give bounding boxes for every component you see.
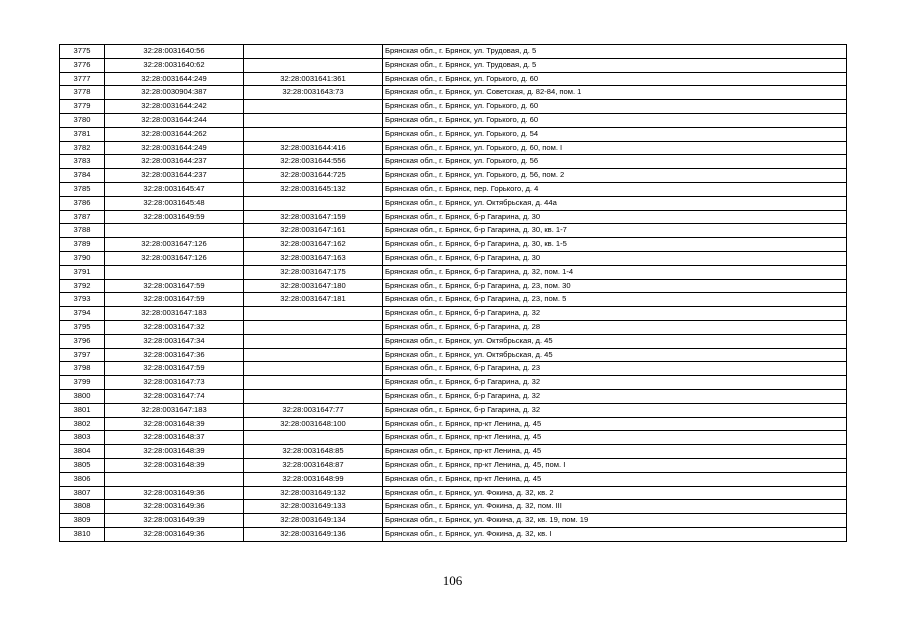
cadastral-number-cell: 32:28:0031644:237	[105, 155, 244, 169]
row-number-cell: 3776	[60, 58, 105, 72]
table-row	[60, 527, 847, 541]
row-number-cell: 3775	[60, 45, 105, 59]
premises-cadastral-number-cell	[244, 389, 383, 403]
premises-cadastral-number-cell	[244, 196, 383, 210]
table-row	[60, 169, 847, 183]
address-cell: Брянская обл., г. Брянск, б-р Гагарина, д. 30, кв. 1-5	[383, 238, 847, 252]
row-number-cell: 3782	[60, 141, 105, 155]
cadastral-number-cell: 32:28:0031645:47	[105, 182, 244, 196]
premises-cadastral-number-cell: 32:28:0031648:100	[244, 417, 383, 431]
address-cell: Брянская обл., г. Брянск, б-р Гагарина, д. 32	[383, 376, 847, 390]
cadastral-number-cell: 32:28:0031648:39	[105, 458, 244, 472]
table-row	[60, 486, 847, 500]
cadastral-number-cell: 32:28:0031647:126	[105, 251, 244, 265]
address-cell: Брянская обл., г. Брянск, ул. Трудовая, д. 5	[383, 58, 847, 72]
cadastral-number-cell: 32:28:0031644:237	[105, 169, 244, 183]
premises-cadastral-number-cell: 32:28:0031648:87	[244, 458, 383, 472]
table-row	[60, 58, 847, 72]
cadastral-number-cell: 32:28:0031647:183	[105, 307, 244, 321]
address-cell: Брянская обл., г. Брянск, ул. Октябрьская, д. 45	[383, 348, 847, 362]
row-number-cell: 3793	[60, 293, 105, 307]
cadastral-number-cell: 32:28:0031647:126	[105, 238, 244, 252]
premises-cadastral-number-cell: 32:28:0031647:181	[244, 293, 383, 307]
row-number-cell: 3810	[60, 527, 105, 541]
premises-cadastral-number-cell: 32:28:0031647:162	[244, 238, 383, 252]
address-cell: Брянская обл., г. Брянск, пр-кт Ленина, д. 45	[383, 431, 847, 445]
row-number-cell: 3784	[60, 169, 105, 183]
table-row	[60, 307, 847, 321]
address-cell: Брянская обл., г. Брянск, ул. Горького, д. 54	[383, 127, 847, 141]
address-cell: Брянская обл., г. Брянск, ул. Фокина, д. 32, кв. I	[383, 527, 847, 541]
cadastral-number-cell: 32:28:0031644:249	[105, 141, 244, 155]
address-cell: Брянская обл., г. Брянск, б-р Гагарина, д. 32, пом. 1-4	[383, 265, 847, 279]
table-row	[60, 445, 847, 459]
row-number-cell: 3807	[60, 486, 105, 500]
row-number-cell: 3792	[60, 279, 105, 293]
row-number-cell: 3779	[60, 100, 105, 114]
table-row	[60, 514, 847, 528]
cadastral-number-cell: 32:28:0031649:36	[105, 527, 244, 541]
cadastral-number-cell: 32:28:0031647:74	[105, 389, 244, 403]
premises-cadastral-number-cell: 32:28:0031645:132	[244, 182, 383, 196]
premises-cadastral-number-cell	[244, 45, 383, 59]
page-number: 106	[442, 573, 463, 588]
cadastral-number-cell: 32:28:0031648:37	[105, 431, 244, 445]
table-row	[60, 224, 847, 238]
row-number-cell: 3794	[60, 307, 105, 321]
cadastral-number-cell: 32:28:0031647:36	[105, 348, 244, 362]
table-row	[60, 113, 847, 127]
premises-cadastral-number-cell	[244, 376, 383, 390]
cadastral-number-cell: 32:28:0031645:48	[105, 196, 244, 210]
address-cell: Брянская обл., г. Брянск, пр-кт Ленина, д. 45	[383, 417, 847, 431]
table-row	[60, 293, 847, 307]
cadastral-number-cell: 32:28:0031647:59	[105, 362, 244, 376]
cadastral-number-cell: 32:28:0031640:56	[105, 45, 244, 59]
premises-cadastral-number-cell	[244, 334, 383, 348]
address-cell: Брянская обл., г. Брянск, б-р Гагарина, д. 28	[383, 320, 847, 334]
row-number-cell: 3806	[60, 472, 105, 486]
row-number-cell: 3809	[60, 514, 105, 528]
cadastral-number-cell: 32:28:0031647:59	[105, 293, 244, 307]
row-number-cell: 3778	[60, 86, 105, 100]
table-row	[60, 155, 847, 169]
premises-cadastral-number-cell: 32:28:0031649:133	[244, 500, 383, 514]
address-cell: Брянская обл., г. Брянск, б-р Гагарина, д. 23, пом. 30	[383, 279, 847, 293]
table-row	[60, 500, 847, 514]
row-number-cell: 3781	[60, 127, 105, 141]
row-number-cell: 3785	[60, 182, 105, 196]
table-row	[60, 251, 847, 265]
premises-cadastral-number-cell: 32:28:0031647:161	[244, 224, 383, 238]
cadastral-number-cell: 32:28:0031640:62	[105, 58, 244, 72]
address-cell: Брянская обл., г. Брянск, б-р Гагарина, д. 32	[383, 403, 847, 417]
premises-cadastral-number-cell: 32:28:0031641:361	[244, 72, 383, 86]
address-cell: Брянская обл., г. Брянск, пр-кт Ленина, д. 45, пом. I	[383, 458, 847, 472]
cadastral-number-cell	[105, 224, 244, 238]
row-number-cell: 3783	[60, 155, 105, 169]
premises-cadastral-number-cell: 32:28:0031648:85	[244, 445, 383, 459]
premises-cadastral-number-cell	[244, 58, 383, 72]
premises-cadastral-number-cell: 32:28:0031647:159	[244, 210, 383, 224]
row-number-cell: 3804	[60, 445, 105, 459]
row-number-cell: 3805	[60, 458, 105, 472]
address-cell: Брянская обл., г. Брянск, ул. Октябрьская, д. 45	[383, 334, 847, 348]
table-row	[60, 127, 847, 141]
premises-cadastral-number-cell	[244, 113, 383, 127]
row-number-cell: 3800	[60, 389, 105, 403]
table-row	[60, 141, 847, 155]
cadastral-number-cell: 32:28:0031648:39	[105, 417, 244, 431]
address-cell: Брянская обл., г. Брянск, ул. Горького, д. 60	[383, 100, 847, 114]
cadastral-number-cell: 32:28:0031647:59	[105, 279, 244, 293]
premises-cadastral-number-cell	[244, 307, 383, 321]
row-number-cell: 3780	[60, 113, 105, 127]
premises-cadastral-number-cell	[244, 348, 383, 362]
address-cell: Брянская обл., г. Брянск, ул. Горького, д. 60	[383, 113, 847, 127]
address-cell: Брянская обл., г. Брянск, б-р Гагарина, д. 23	[383, 362, 847, 376]
table-row	[60, 45, 847, 59]
address-cell: Брянская обл., г. Брянск, б-р Гагарина, д. 32	[383, 307, 847, 321]
row-number-cell: 3808	[60, 500, 105, 514]
row-number-cell: 3802	[60, 417, 105, 431]
table-row	[60, 100, 847, 114]
row-number-cell: 3799	[60, 376, 105, 390]
address-cell: Брянская обл., г. Брянск, ул. Горького, д. 60, пом. I	[383, 141, 847, 155]
premises-cadastral-number-cell: 32:28:0031647:175	[244, 265, 383, 279]
table-row	[60, 417, 847, 431]
cadastral-number-cell: 32:28:0031644:249	[105, 72, 244, 86]
premises-cadastral-number-cell: 32:28:0031647:163	[244, 251, 383, 265]
cadastral-number-cell: 32:28:0031644:242	[105, 100, 244, 114]
cadastral-number-cell	[105, 265, 244, 279]
address-cell: Брянская обл., г. Брянск, ул. Октябрьская, д. 44а	[383, 196, 847, 210]
row-number-cell: 3798	[60, 362, 105, 376]
cadastral-number-cell: 32:28:0031649:39	[105, 514, 244, 528]
table-row	[60, 320, 847, 334]
address-cell: Брянская обл., г. Брянск, ул. Фокина, д. 32, кв. 19, пом. 19	[383, 514, 847, 528]
table-row	[60, 334, 847, 348]
table-row	[60, 403, 847, 417]
table-row	[60, 458, 847, 472]
address-cell: Брянская обл., г. Брянск, ул. Фокина, д. 32, кв. 2	[383, 486, 847, 500]
table-row	[60, 265, 847, 279]
premises-cadastral-number-cell: 32:28:0031649:136	[244, 527, 383, 541]
table-row	[60, 196, 847, 210]
table-row	[60, 362, 847, 376]
address-cell: Брянская обл., г. Брянск, ул. Горького, д. 56	[383, 155, 847, 169]
row-number-cell: 3803	[60, 431, 105, 445]
address-cell: Брянская обл., г. Брянск, б-р Гагарина, д. 32	[383, 389, 847, 403]
table-row	[60, 182, 847, 196]
cadastral-number-cell: 32:28:0031647:183	[105, 403, 244, 417]
premises-cadastral-number-cell: 32:28:0031648:99	[244, 472, 383, 486]
premises-cadastral-number-cell: 32:28:0031649:134	[244, 514, 383, 528]
table-row	[60, 86, 847, 100]
premises-cadastral-number-cell	[244, 431, 383, 445]
row-number-cell: 3790	[60, 251, 105, 265]
premises-cadastral-number-cell: 32:28:0031647:180	[244, 279, 383, 293]
premises-cadastral-number-cell: 32:28:0031649:132	[244, 486, 383, 500]
row-number-cell: 3791	[60, 265, 105, 279]
address-cell: Брянская обл., г. Брянск, ул. Фокина, д. 32, пом. III	[383, 500, 847, 514]
address-cell: Брянская обл., г. Брянск, б-р Гагарина, д. 30	[383, 210, 847, 224]
property-registry-table	[59, 44, 847, 542]
cadastral-number-cell: 32:28:0031647:73	[105, 376, 244, 390]
premises-cadastral-number-cell: 32:28:0031647:77	[244, 403, 383, 417]
premises-cadastral-number-cell	[244, 100, 383, 114]
row-number-cell: 3796	[60, 334, 105, 348]
address-cell: Брянская обл., г. Брянск, б-р Гагарина, д. 30	[383, 251, 847, 265]
registry-table-body	[60, 45, 847, 542]
row-number-cell: 3801	[60, 403, 105, 417]
address-cell: Брянская обл., г. Брянск, пр-кт Ленина, д. 45	[383, 445, 847, 459]
premises-cadastral-number-cell	[244, 320, 383, 334]
address-cell: Брянская обл., г. Брянск, пр-кт Ленина, д. 45	[383, 472, 847, 486]
premises-cadastral-number-cell	[244, 127, 383, 141]
row-number-cell: 3797	[60, 348, 105, 362]
cadastral-number-cell: 32:28:0030904:387	[105, 86, 244, 100]
row-number-cell: 3787	[60, 210, 105, 224]
premises-cadastral-number-cell	[244, 362, 383, 376]
table-row	[60, 238, 847, 252]
premises-cadastral-number-cell: 32:28:0031644:416	[244, 141, 383, 155]
cadastral-number-cell: 32:28:0031649:59	[105, 210, 244, 224]
address-cell: Брянская обл., г. Брянск, ул. Горького, д. 60	[383, 72, 847, 86]
table-row	[60, 376, 847, 390]
cadastral-number-cell: 32:28:0031647:34	[105, 334, 244, 348]
premises-cadastral-number-cell: 32:28:0031643:73	[244, 86, 383, 100]
table-row	[60, 389, 847, 403]
cadastral-number-cell	[105, 472, 244, 486]
table-row	[60, 72, 847, 86]
cadastral-number-cell: 32:28:0031647:32	[105, 320, 244, 334]
row-number-cell: 3789	[60, 238, 105, 252]
cadastral-number-cell: 32:28:0031649:36	[105, 486, 244, 500]
address-cell: Брянская обл., г. Брянск, пер. Горького, д. 4	[383, 182, 847, 196]
cadastral-number-cell: 32:28:0031649:36	[105, 500, 244, 514]
cadastral-number-cell: 32:28:0031644:244	[105, 113, 244, 127]
table-row	[60, 210, 847, 224]
cadastral-number-cell: 32:28:0031648:39	[105, 445, 244, 459]
table-row	[60, 431, 847, 445]
address-cell: Брянская обл., г. Брянск, ул. Горького, д. 56, пом. 2	[383, 169, 847, 183]
premises-cadastral-number-cell: 32:28:0031644:556	[244, 155, 383, 169]
address-cell: Брянская обл., г. Брянск, б-р Гагарина, д. 30, кв. 1-7	[383, 224, 847, 238]
address-cell: Брянская обл., г. Брянск, ул. Трудовая, д. 5	[383, 45, 847, 59]
premises-cadastral-number-cell: 32:28:0031644:725	[244, 169, 383, 183]
address-cell: Брянская обл., г. Брянск, ул. Советская, д. 82-84, пом. 1	[383, 86, 847, 100]
table-row	[60, 279, 847, 293]
cadastral-number-cell: 32:28:0031644:262	[105, 127, 244, 141]
row-number-cell: 3788	[60, 224, 105, 238]
row-number-cell: 3786	[60, 196, 105, 210]
address-cell: Брянская обл., г. Брянск, б-р Гагарина, д. 23, пом. 5	[383, 293, 847, 307]
row-number-cell: 3795	[60, 320, 105, 334]
table-row	[60, 472, 847, 486]
row-number-cell: 3777	[60, 72, 105, 86]
table-row	[60, 348, 847, 362]
